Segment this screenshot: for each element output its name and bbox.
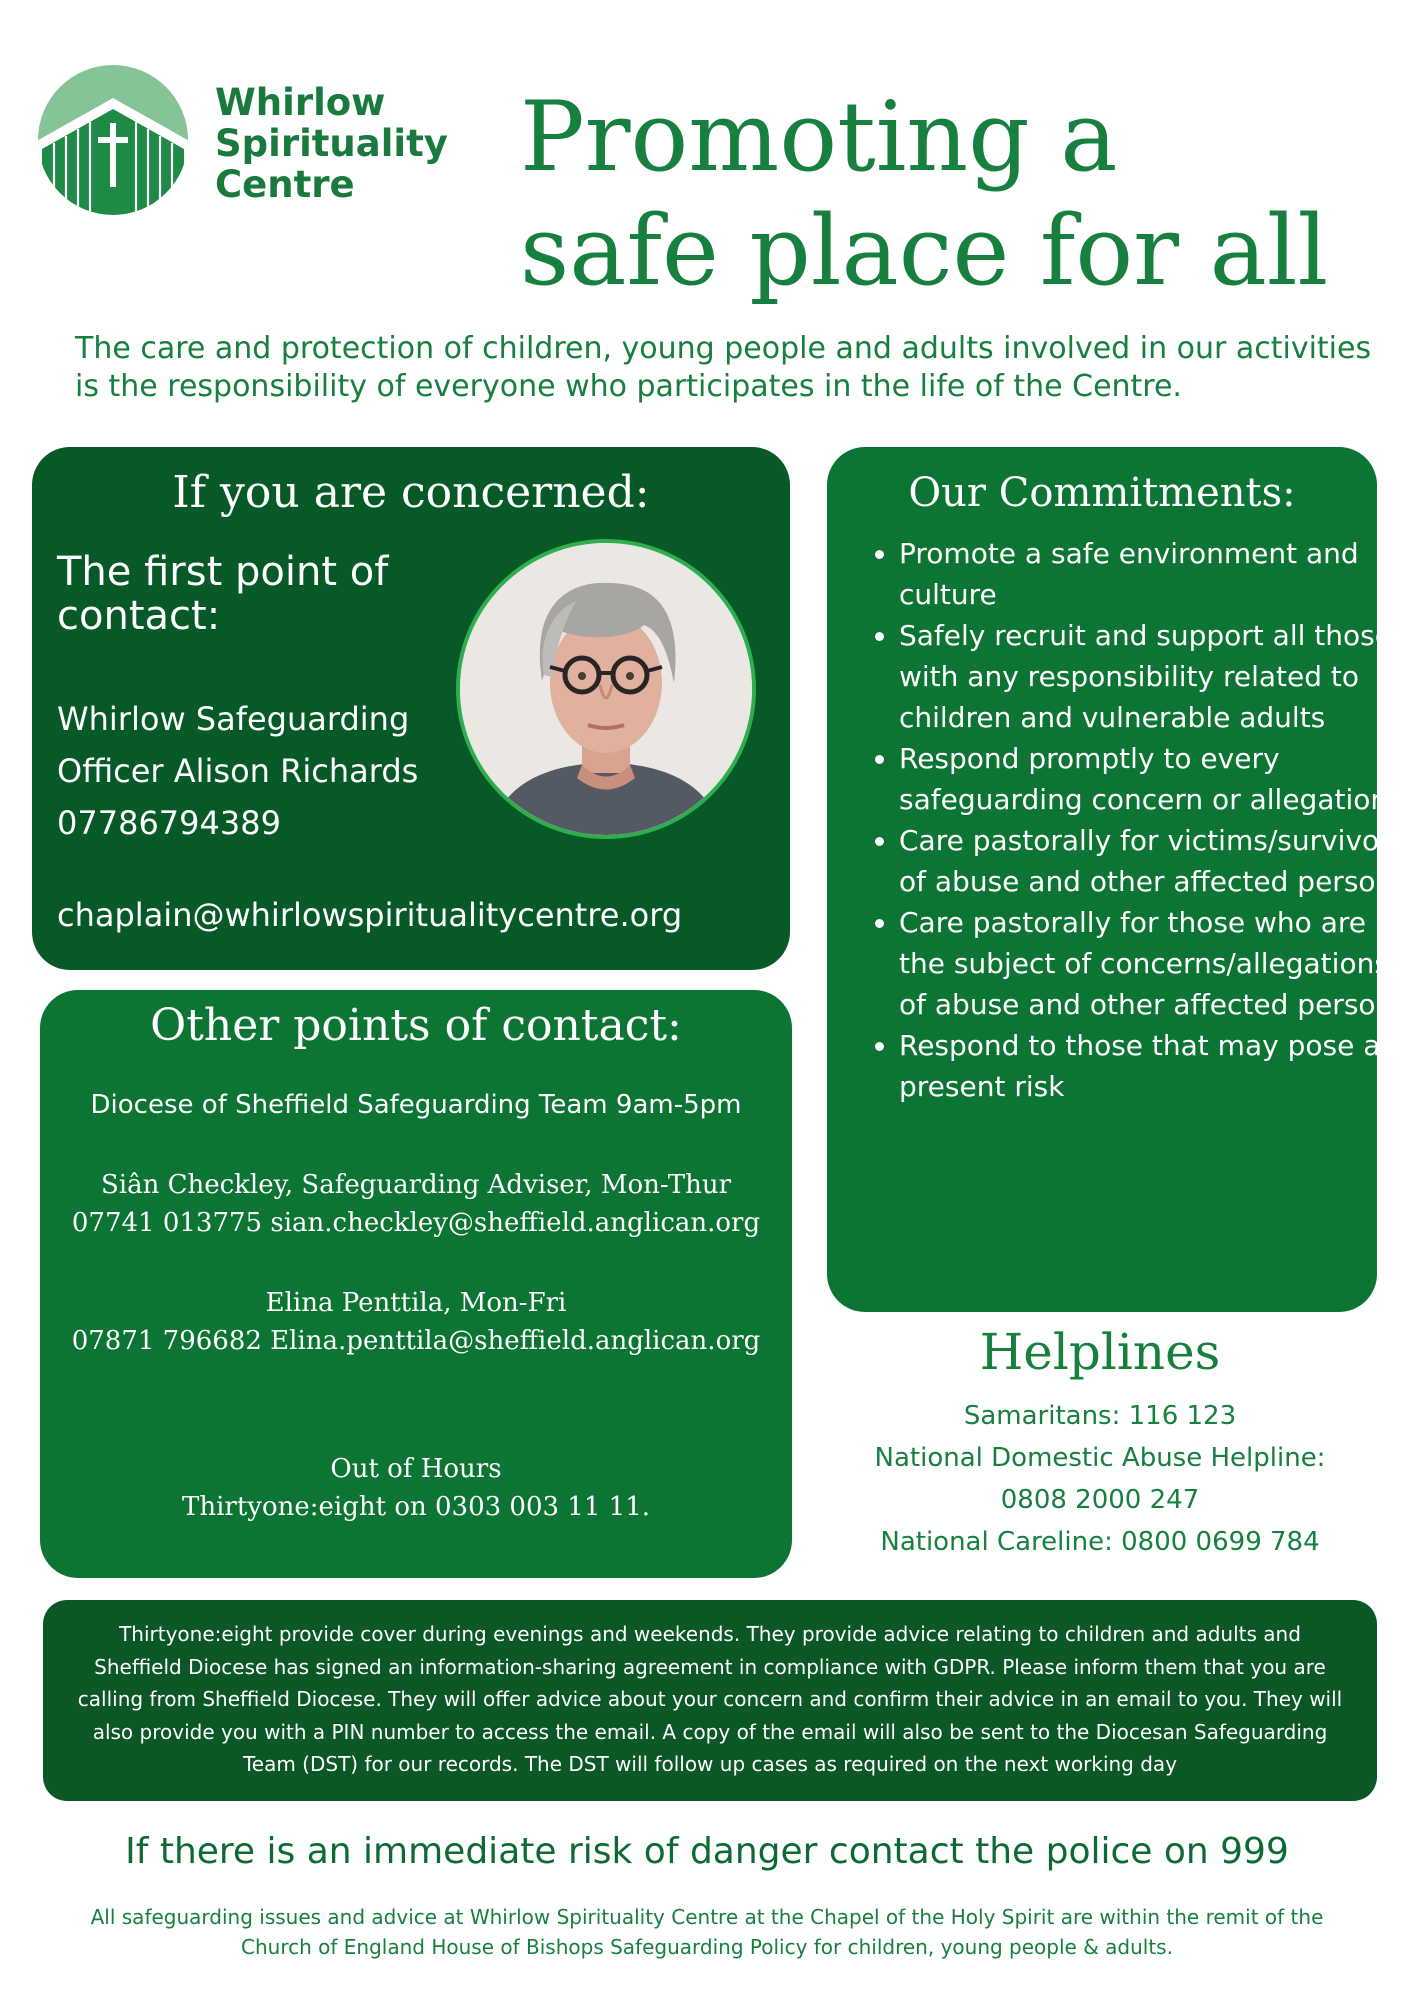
commitments-list xyxy=(857,533,1409,1107)
sian-line2[interactable]: 07741 013775 sian.checkley@sheffield.anglican.org xyxy=(71,1208,761,1238)
centre-name xyxy=(215,82,448,205)
commitments-heading: Our Commitments: xyxy=(908,470,1296,516)
out-of-hours-info-panel xyxy=(43,1600,1377,1801)
centre-name-line2: Spirituality xyxy=(215,122,448,165)
list-item: • Care pastorally for those who are the subject of concerns/allegations of abuse and other affected persons xyxy=(899,902,1409,1025)
other-contacts-panel xyxy=(40,990,792,1578)
concern-panel xyxy=(32,447,790,970)
domestic-abuse-label: National Domestic Abuse Helpline: xyxy=(874,1443,1326,1473)
page-title xyxy=(520,80,1400,308)
title-line1: Promoting a xyxy=(520,81,1118,193)
sian-line1: Siân Checkley, Safeguarding Adviser, Mon-Thur xyxy=(100,1170,732,1200)
officer-line2: Officer Alison Richards xyxy=(57,752,419,790)
centre-logo xyxy=(38,65,188,215)
elina-line2[interactable]: 07871 796682 Elina.penttila@sheffield.anglican.org xyxy=(71,1326,761,1356)
elina-line1: Elina Penttila, Mon-Fri xyxy=(265,1288,567,1318)
list-item: • Respond to those that may pose a present risk xyxy=(899,1025,1409,1107)
officer-phone[interactable]: 07786794389 xyxy=(57,804,281,842)
officer-photo xyxy=(456,539,756,839)
list-item: • Respond promptly to every safeguarding concern or allegation xyxy=(899,738,1409,820)
officer-details xyxy=(57,693,418,849)
first-point-heading: The first point of contact: xyxy=(57,549,389,639)
intro-text: The care and protection of children, young people and adults involved in our activities is the responsibility of everyone who participates in the life of the Centre. xyxy=(75,331,1372,404)
list-item: • Care pastorally for victims/survivors of abuse and other affected persons xyxy=(899,820,1409,902)
officer-line1: Whirlow Safeguarding xyxy=(57,700,410,738)
concern-heading: If you are concerned: xyxy=(172,467,650,518)
centre-name-line3: Centre xyxy=(215,163,355,206)
domestic-abuse-number[interactable]: 0808 2000 247 xyxy=(1000,1485,1200,1515)
samaritans-line[interactable]: Samaritans: 116 123 xyxy=(963,1401,1237,1431)
out-of-hours-line[interactable]: Thirtyone:eight on 0303 003 11 11. xyxy=(182,1492,650,1522)
footer-note: All safeguarding issues and advice at Whirlow Spirituality Centre at the Chapel of the Holy Spirit are within the remit of the Church of England House of Bishops Safeguarding Policy for children, young people & adults. xyxy=(90,1905,1324,1959)
other-contacts-heading: Other points of contact: xyxy=(150,1000,682,1051)
helplines-heading: Helplines xyxy=(979,1323,1221,1381)
officer-email[interactable]: chaplain@whirlowspiritualitycentre.org xyxy=(57,896,683,934)
careline-line[interactable]: National Careline: 0800 0699 784 xyxy=(880,1527,1320,1557)
list-item: • Safely recruit and support all those with any responsibility related to children and vulnerable adults xyxy=(899,615,1409,738)
title-line2: safe place for all xyxy=(520,195,1329,307)
out-of-hours-label: Out of Hours xyxy=(330,1454,502,1484)
centre-name-line1: Whirlow xyxy=(215,81,386,124)
commitments-panel xyxy=(827,447,1408,1312)
out-of-hours-info-text: Thirtyone:eight provide cover during evenings and weekends. They provide advice relating to children and adults and Sheffield Diocese has signed an information-sharing agreement in compliance with GDPR. Please inform them that you are calling from Sheffield Diocese. They will offer advice about your concern and confirm their advice in an email to you. They will also provide you with a PIN number to access the email. A copy of the email will also be sent to the Diocesan Safeguarding Team (DST) for our records. The DST will follow up cases as required on the next working day xyxy=(77,1622,1343,1776)
danger-notice: If there is an immediate risk of danger contact the police on 999 xyxy=(125,1831,1289,1872)
list-item: • Promote a safe environment and culture xyxy=(899,533,1409,615)
diocese-team-line: Diocese of Sheffield Safeguarding Team 9am-5pm xyxy=(90,1090,742,1120)
